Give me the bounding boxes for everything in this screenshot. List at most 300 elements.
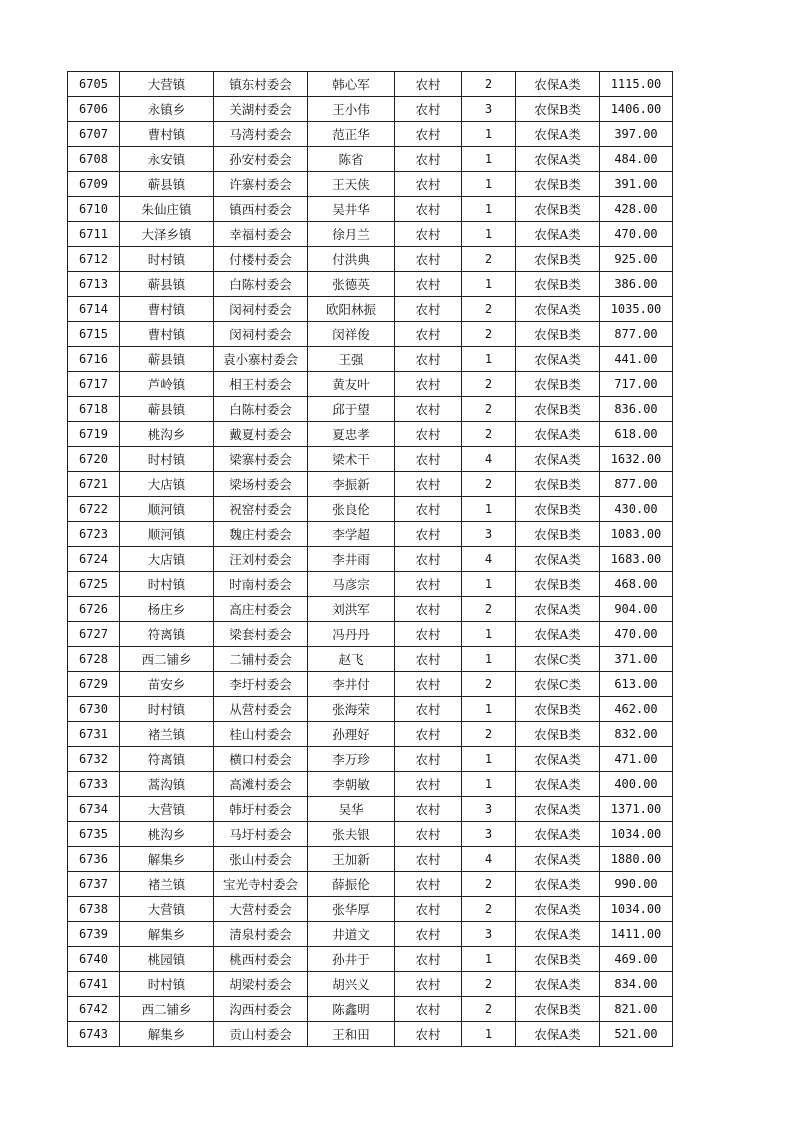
name-cell: 孙理好 <box>308 722 395 747</box>
category-cell: 农保B类 <box>516 722 600 747</box>
name-cell: 李学超 <box>308 522 395 547</box>
row-id-cell: 6717 <box>68 372 120 397</box>
row-id-cell: 6712 <box>68 247 120 272</box>
area-type-cell: 农村 <box>395 772 462 797</box>
name-cell: 冯丹丹 <box>308 622 395 647</box>
household-count-cell: 1 <box>462 772 516 797</box>
village-committee-cell: 祝窑村委会 <box>214 497 308 522</box>
table-row <box>68 797 673 822</box>
name-cell: 薛振伦 <box>308 872 395 897</box>
table-row <box>68 472 673 497</box>
row-id-cell: 6720 <box>68 447 120 472</box>
category-cell: 农保A类 <box>516 772 600 797</box>
household-count-cell: 1 <box>462 947 516 972</box>
household-count-cell: 2 <box>462 422 516 447</box>
amount-cell: 462.00 <box>600 697 673 722</box>
table-row <box>68 422 673 447</box>
row-id-cell: 6727 <box>68 622 120 647</box>
table-row <box>68 397 673 422</box>
amount-cell: 391.00 <box>600 172 673 197</box>
row-id-cell: 6721 <box>68 472 120 497</box>
area-type-cell: 农村 <box>395 197 462 222</box>
household-count-cell: 1 <box>462 347 516 372</box>
household-count-cell: 2 <box>462 872 516 897</box>
town-cell: 蒿沟镇 <box>120 772 214 797</box>
category-cell: 农保A类 <box>516 1022 600 1047</box>
area-type-cell: 农村 <box>395 672 462 697</box>
household-count-cell: 3 <box>462 922 516 947</box>
village-committee-cell: 大营村委会 <box>214 897 308 922</box>
town-cell: 蕲县镇 <box>120 397 214 422</box>
amount-cell: 1406.00 <box>600 97 673 122</box>
town-cell: 西二铺乡 <box>120 647 214 672</box>
name-cell: 梁术干 <box>308 447 395 472</box>
row-id-cell: 6711 <box>68 222 120 247</box>
name-cell: 闵祥俊 <box>308 322 395 347</box>
village-committee-cell: 白陈村委会 <box>214 397 308 422</box>
village-committee-cell: 幸福村委会 <box>214 222 308 247</box>
village-committee-cell: 袁小寨村委会 <box>214 347 308 372</box>
village-committee-cell: 白陈村委会 <box>214 272 308 297</box>
amount-cell: 877.00 <box>600 472 673 497</box>
row-id-cell: 6742 <box>68 997 120 1022</box>
row-id-cell: 6714 <box>68 297 120 322</box>
town-cell: 解集乡 <box>120 1022 214 1047</box>
table-row <box>68 147 673 172</box>
town-cell: 朱仙庄镇 <box>120 197 214 222</box>
amount-cell: 1115.00 <box>600 72 673 97</box>
category-cell: 农保B类 <box>516 572 600 597</box>
household-count-cell: 2 <box>462 722 516 747</box>
row-id-cell: 6706 <box>68 97 120 122</box>
area-type-cell: 农村 <box>395 97 462 122</box>
table-row <box>68 847 673 872</box>
row-id-cell: 6719 <box>68 422 120 447</box>
category-cell: 农保B类 <box>516 172 600 197</box>
row-id-cell: 6738 <box>68 897 120 922</box>
name-cell: 王和田 <box>308 1022 395 1047</box>
area-type-cell: 农村 <box>395 347 462 372</box>
amount-cell: 1683.00 <box>600 547 673 572</box>
amount-cell: 925.00 <box>600 247 673 272</box>
household-count-cell: 1 <box>462 572 516 597</box>
village-committee-cell: 梁场村委会 <box>214 472 308 497</box>
area-type-cell: 农村 <box>395 222 462 247</box>
town-cell: 曹村镇 <box>120 122 214 147</box>
household-count-cell: 2 <box>462 472 516 497</box>
village-committee-cell: 闵祠村委会 <box>214 297 308 322</box>
name-cell: 赵飞 <box>308 647 395 672</box>
row-id-cell: 6737 <box>68 872 120 897</box>
area-type-cell: 农村 <box>395 722 462 747</box>
row-id-cell: 6715 <box>68 322 120 347</box>
village-committee-cell: 贡山村委会 <box>214 1022 308 1047</box>
table-row <box>68 222 673 247</box>
household-count-cell: 1 <box>462 497 516 522</box>
table-row <box>68 1022 673 1047</box>
amount-cell: 468.00 <box>600 572 673 597</box>
row-id-cell: 6726 <box>68 597 120 622</box>
amount-cell: 618.00 <box>600 422 673 447</box>
amount-cell: 836.00 <box>600 397 673 422</box>
amount-cell: 428.00 <box>600 197 673 222</box>
household-count-cell: 2 <box>462 247 516 272</box>
table-row <box>68 722 673 747</box>
row-id-cell: 6725 <box>68 572 120 597</box>
table-row <box>68 247 673 272</box>
village-committee-cell: 闵祠村委会 <box>214 322 308 347</box>
row-id-cell: 6722 <box>68 497 120 522</box>
town-cell: 西二铺乡 <box>120 997 214 1022</box>
table-row <box>68 997 673 1022</box>
category-cell: 农保B类 <box>516 497 600 522</box>
table-row <box>68 122 673 147</box>
town-cell: 大营镇 <box>120 797 214 822</box>
village-committee-cell: 二铺村委会 <box>214 647 308 672</box>
town-cell: 大营镇 <box>120 72 214 97</box>
town-cell: 蕲县镇 <box>120 272 214 297</box>
area-type-cell: 农村 <box>395 622 462 647</box>
area-type-cell: 农村 <box>395 997 462 1022</box>
town-cell: 顺河镇 <box>120 497 214 522</box>
town-cell: 时村镇 <box>120 247 214 272</box>
area-type-cell: 农村 <box>395 547 462 572</box>
household-count-cell: 1 <box>462 647 516 672</box>
household-count-cell: 4 <box>462 447 516 472</box>
name-cell: 李万珍 <box>308 747 395 772</box>
row-id-cell: 6713 <box>68 272 120 297</box>
area-type-cell: 农村 <box>395 122 462 147</box>
table-row <box>68 497 673 522</box>
amount-cell: 469.00 <box>600 947 673 972</box>
amount-cell: 521.00 <box>600 1022 673 1047</box>
row-id-cell: 6734 <box>68 797 120 822</box>
area-type-cell: 农村 <box>395 472 462 497</box>
row-id-cell: 6733 <box>68 772 120 797</box>
town-cell: 褚兰镇 <box>120 722 214 747</box>
amount-cell: 821.00 <box>600 997 673 1022</box>
amount-cell: 441.00 <box>600 347 673 372</box>
table-row <box>68 972 673 997</box>
name-cell: 孙井于 <box>308 947 395 972</box>
category-cell: 农保A类 <box>516 922 600 947</box>
name-cell: 马彦宗 <box>308 572 395 597</box>
household-count-cell: 1 <box>462 1022 516 1047</box>
category-cell: 农保B类 <box>516 197 600 222</box>
amount-cell: 1880.00 <box>600 847 673 872</box>
table-row <box>68 522 673 547</box>
table-row <box>68 697 673 722</box>
name-cell: 王加新 <box>308 847 395 872</box>
amount-cell: 834.00 <box>600 972 673 997</box>
row-id-cell: 6739 <box>68 922 120 947</box>
table-row <box>68 547 673 572</box>
table-row <box>68 572 673 597</box>
name-cell: 徐月兰 <box>308 222 395 247</box>
town-cell: 曹村镇 <box>120 322 214 347</box>
area-type-cell: 农村 <box>395 372 462 397</box>
household-count-cell: 1 <box>462 272 516 297</box>
household-count-cell: 3 <box>462 822 516 847</box>
area-type-cell: 农村 <box>395 897 462 922</box>
area-type-cell: 农村 <box>395 247 462 272</box>
name-cell: 欧阳林振 <box>308 297 395 322</box>
town-cell: 永镇乡 <box>120 97 214 122</box>
row-id-cell: 6730 <box>68 697 120 722</box>
name-cell: 韩心军 <box>308 72 395 97</box>
town-cell: 杨庄乡 <box>120 597 214 622</box>
household-count-cell: 1 <box>462 222 516 247</box>
table-row <box>68 747 673 772</box>
category-cell: 农保A类 <box>516 797 600 822</box>
category-cell: 农保A类 <box>516 422 600 447</box>
town-cell: 永安镇 <box>120 147 214 172</box>
town-cell: 顺河镇 <box>120 522 214 547</box>
town-cell: 时村镇 <box>120 697 214 722</box>
row-id-cell: 6709 <box>68 172 120 197</box>
amount-cell: 1371.00 <box>600 797 673 822</box>
village-committee-cell: 胡梁村委会 <box>214 972 308 997</box>
category-cell: 农保A类 <box>516 147 600 172</box>
area-type-cell: 农村 <box>395 447 462 472</box>
amount-cell: 430.00 <box>600 497 673 522</box>
village-committee-cell: 从营村委会 <box>214 697 308 722</box>
row-id-cell: 6716 <box>68 347 120 372</box>
amount-cell: 613.00 <box>600 672 673 697</box>
area-type-cell: 农村 <box>395 947 462 972</box>
village-committee-cell: 桃西村委会 <box>214 947 308 972</box>
household-count-cell: 2 <box>462 322 516 347</box>
row-id-cell: 6731 <box>68 722 120 747</box>
village-committee-cell: 横口村委会 <box>214 747 308 772</box>
name-cell: 张海荣 <box>308 697 395 722</box>
household-count-cell: 2 <box>462 672 516 697</box>
name-cell: 付洪典 <box>308 247 395 272</box>
amount-cell: 471.00 <box>600 747 673 772</box>
household-count-cell: 3 <box>462 797 516 822</box>
household-count-cell: 1 <box>462 747 516 772</box>
category-cell: 农保C类 <box>516 672 600 697</box>
village-committee-cell: 魏庄村委会 <box>214 522 308 547</box>
name-cell: 陈鑫明 <box>308 997 395 1022</box>
area-type-cell: 农村 <box>395 322 462 347</box>
household-count-cell: 1 <box>462 697 516 722</box>
village-committee-cell: 高滩村委会 <box>214 772 308 797</box>
name-cell: 黄友叶 <box>308 372 395 397</box>
category-cell: 农保A类 <box>516 72 600 97</box>
name-cell: 李井雨 <box>308 547 395 572</box>
name-cell: 胡兴义 <box>308 972 395 997</box>
name-cell: 张德英 <box>308 272 395 297</box>
town-cell: 大店镇 <box>120 472 214 497</box>
area-type-cell: 农村 <box>395 522 462 547</box>
table-row <box>68 197 673 222</box>
town-cell: 蕲县镇 <box>120 172 214 197</box>
category-cell: 农保B类 <box>516 997 600 1022</box>
name-cell: 井道文 <box>308 922 395 947</box>
village-committee-cell: 张山村委会 <box>214 847 308 872</box>
area-type-cell: 农村 <box>395 297 462 322</box>
area-type-cell: 农村 <box>395 572 462 597</box>
household-count-cell: 2 <box>462 597 516 622</box>
category-cell: 农保B类 <box>516 947 600 972</box>
area-type-cell: 农村 <box>395 147 462 172</box>
area-type-cell: 农村 <box>395 172 462 197</box>
amount-cell: 397.00 <box>600 122 673 147</box>
town-cell: 桃园镇 <box>120 947 214 972</box>
table-row <box>68 622 673 647</box>
area-type-cell: 农村 <box>395 422 462 447</box>
town-cell: 大泽乡镇 <box>120 222 214 247</box>
town-cell: 曹村镇 <box>120 297 214 322</box>
name-cell: 吴华 <box>308 797 395 822</box>
village-committee-cell: 镇东村委会 <box>214 72 308 97</box>
town-cell: 芦岭镇 <box>120 372 214 397</box>
row-id-cell: 6708 <box>68 147 120 172</box>
household-count-cell: 1 <box>462 197 516 222</box>
area-type-cell: 农村 <box>395 847 462 872</box>
name-cell: 王小伟 <box>308 97 395 122</box>
town-cell: 解集乡 <box>120 847 214 872</box>
row-id-cell: 6718 <box>68 397 120 422</box>
town-cell: 大营镇 <box>120 897 214 922</box>
category-cell: 农保A类 <box>516 347 600 372</box>
area-type-cell: 农村 <box>395 822 462 847</box>
household-count-cell: 2 <box>462 72 516 97</box>
household-count-cell: 2 <box>462 372 516 397</box>
town-cell: 时村镇 <box>120 572 214 597</box>
area-type-cell: 农村 <box>395 922 462 947</box>
row-id-cell: 6735 <box>68 822 120 847</box>
table-body <box>68 72 673 1047</box>
name-cell: 夏忠孝 <box>308 422 395 447</box>
category-cell: 农保B类 <box>516 247 600 272</box>
village-committee-cell: 关湖村委会 <box>214 97 308 122</box>
row-id-cell: 6710 <box>68 197 120 222</box>
table-row <box>68 447 673 472</box>
table-row <box>68 822 673 847</box>
area-type-cell: 农村 <box>395 647 462 672</box>
town-cell: 大店镇 <box>120 547 214 572</box>
area-type-cell: 农村 <box>395 872 462 897</box>
row-id-cell: 6740 <box>68 947 120 972</box>
village-committee-cell: 汪刘村委会 <box>214 547 308 572</box>
category-cell: 农保B类 <box>516 97 600 122</box>
village-committee-cell: 梁套村委会 <box>214 622 308 647</box>
area-type-cell: 农村 <box>395 747 462 772</box>
household-count-cell: 3 <box>462 97 516 122</box>
area-type-cell: 农村 <box>395 972 462 997</box>
town-cell: 褚兰镇 <box>120 872 214 897</box>
amount-cell: 470.00 <box>600 222 673 247</box>
category-cell: 农保A类 <box>516 597 600 622</box>
amount-cell: 990.00 <box>600 872 673 897</box>
village-committee-cell: 马圩村委会 <box>214 822 308 847</box>
table-row <box>68 772 673 797</box>
category-cell: 农保B类 <box>516 697 600 722</box>
table-row <box>68 172 673 197</box>
table-row <box>68 647 673 672</box>
amount-cell: 1034.00 <box>600 897 673 922</box>
table-row <box>68 347 673 372</box>
category-cell: 农保A类 <box>516 822 600 847</box>
row-id-cell: 6732 <box>68 747 120 772</box>
name-cell: 范正华 <box>308 122 395 147</box>
amount-cell: 832.00 <box>600 722 673 747</box>
row-id-cell: 6729 <box>68 672 120 697</box>
household-count-cell: 1 <box>462 622 516 647</box>
category-cell: 农保A类 <box>516 897 600 922</box>
town-cell: 时村镇 <box>120 972 214 997</box>
household-count-cell: 1 <box>462 147 516 172</box>
household-count-cell: 2 <box>462 897 516 922</box>
table-row <box>68 297 673 322</box>
village-committee-cell: 戴夏村委会 <box>214 422 308 447</box>
town-cell: 符离镇 <box>120 747 214 772</box>
name-cell: 陈省 <box>308 147 395 172</box>
household-count-cell: 2 <box>462 297 516 322</box>
amount-cell: 371.00 <box>600 647 673 672</box>
town-cell: 桃沟乡 <box>120 422 214 447</box>
village-committee-cell: 许寨村委会 <box>214 172 308 197</box>
household-count-cell: 3 <box>462 522 516 547</box>
category-cell: 农保B类 <box>516 272 600 297</box>
area-type-cell: 农村 <box>395 497 462 522</box>
area-type-cell: 农村 <box>395 397 462 422</box>
amount-cell: 386.00 <box>600 272 673 297</box>
category-cell: 农保B类 <box>516 322 600 347</box>
name-cell: 张夫银 <box>308 822 395 847</box>
village-committee-cell: 清泉村委会 <box>214 922 308 947</box>
household-count-cell: 4 <box>462 547 516 572</box>
category-cell: 农保A类 <box>516 622 600 647</box>
area-type-cell: 农村 <box>395 797 462 822</box>
town-cell: 时村镇 <box>120 447 214 472</box>
table-row <box>68 97 673 122</box>
table-row <box>68 872 673 897</box>
name-cell: 刘洪军 <box>308 597 395 622</box>
village-committee-cell: 梁寨村委会 <box>214 447 308 472</box>
town-cell: 苗安乡 <box>120 672 214 697</box>
area-type-cell: 农村 <box>395 72 462 97</box>
village-committee-cell: 孙安村委会 <box>214 147 308 172</box>
village-committee-cell: 时南村委会 <box>214 572 308 597</box>
table-row <box>68 72 673 97</box>
table-row <box>68 322 673 347</box>
name-cell: 张良伦 <box>308 497 395 522</box>
row-id-cell: 6707 <box>68 122 120 147</box>
household-count-cell: 1 <box>462 172 516 197</box>
town-cell: 蕲县镇 <box>120 347 214 372</box>
household-count-cell: 2 <box>462 997 516 1022</box>
amount-cell: 1632.00 <box>600 447 673 472</box>
table-row <box>68 672 673 697</box>
name-cell: 王强 <box>308 347 395 372</box>
row-id-cell: 6728 <box>68 647 120 672</box>
amount-cell: 1411.00 <box>600 922 673 947</box>
name-cell: 王天侠 <box>308 172 395 197</box>
data-table <box>67 71 673 1047</box>
row-id-cell: 6736 <box>68 847 120 872</box>
town-cell: 解集乡 <box>120 922 214 947</box>
village-committee-cell: 高庄村委会 <box>214 597 308 622</box>
town-cell: 桃沟乡 <box>120 822 214 847</box>
name-cell: 吴井华 <box>308 197 395 222</box>
household-count-cell: 4 <box>462 847 516 872</box>
amount-cell: 470.00 <box>600 622 673 647</box>
category-cell: 农保A类 <box>516 847 600 872</box>
category-cell: 农保C类 <box>516 647 600 672</box>
